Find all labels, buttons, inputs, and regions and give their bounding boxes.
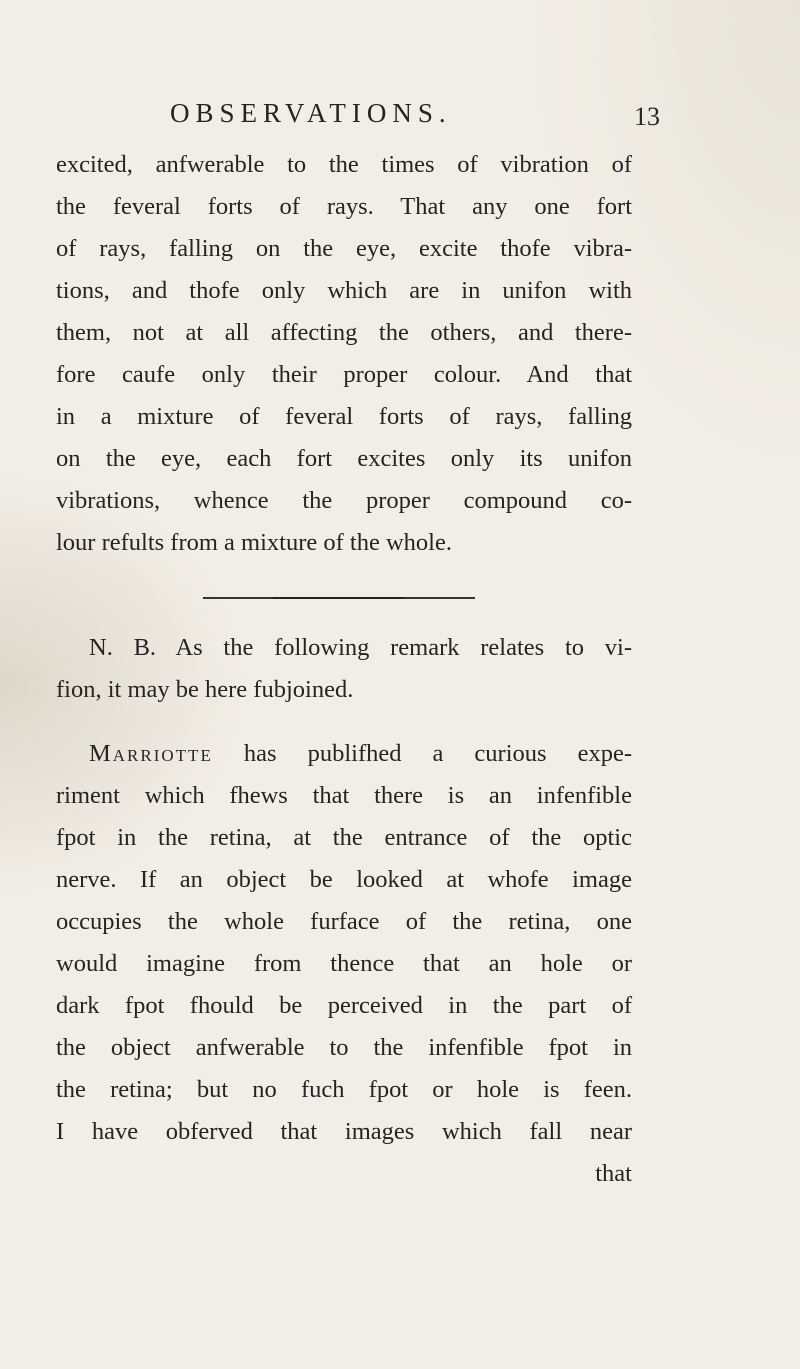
text-line: dark fpot fhould be perceived in the part of: [56, 992, 632, 1019]
page-number: 13: [634, 102, 660, 131]
text-line: I have obferved that images which fall near: [56, 1118, 632, 1145]
text-line: on the eye, each fort excites only its unifon: [56, 445, 632, 472]
text-line: the retina; but no fuch fpot or hole is feen.: [56, 1076, 632, 1103]
text-line: the feveral forts of rays. That any one fort: [56, 193, 632, 220]
text-line: nerve. If an object be looked at whofe image: [56, 866, 632, 893]
text-line: of rays, falling on the eye, excite thofe vibra-: [56, 235, 632, 262]
page-header: [170, 98, 660, 138]
text-line: N. B. As the following remark relates to vi-: [89, 634, 632, 661]
text-line: in a mixture of feveral forts of rays, falling: [56, 403, 632, 430]
text-line: fion, it may be here fubjoined.: [56, 676, 354, 703]
text-line: the object anfwerable to the infenfible fpot in: [56, 1034, 632, 1061]
text-line: riment which fhews that there is an infenfible: [56, 782, 632, 809]
text-span: has publifhed a curious expe-: [212, 740, 632, 767]
catchword: that: [595, 1160, 632, 1187]
text-line: lour refults from a mixture of the whole.: [56, 529, 452, 556]
text-line: fpot in the retina, at the entrance of the optic: [56, 824, 632, 851]
text-line: [89, 736, 632, 772]
author-name: Marriotte: [89, 740, 213, 767]
text-line: vibrations, whence the proper compound co-: [56, 487, 632, 514]
text-line: excited, anfwerable to the times of vibration of: [56, 151, 632, 178]
section-divider: [203, 597, 475, 599]
text-line: tions, and thofe only which are in unifon with: [56, 277, 632, 304]
running-head: OBSERVATIONS.: [170, 98, 452, 128]
text-line: would imagine from thence that an hole or: [56, 950, 632, 977]
text-line: them, not at all affecting the others, and there-: [56, 319, 632, 346]
text-line: fore caufe only their proper colour. And that: [56, 361, 632, 388]
text-line: occupies the whole furface of the retina, one: [56, 908, 632, 935]
